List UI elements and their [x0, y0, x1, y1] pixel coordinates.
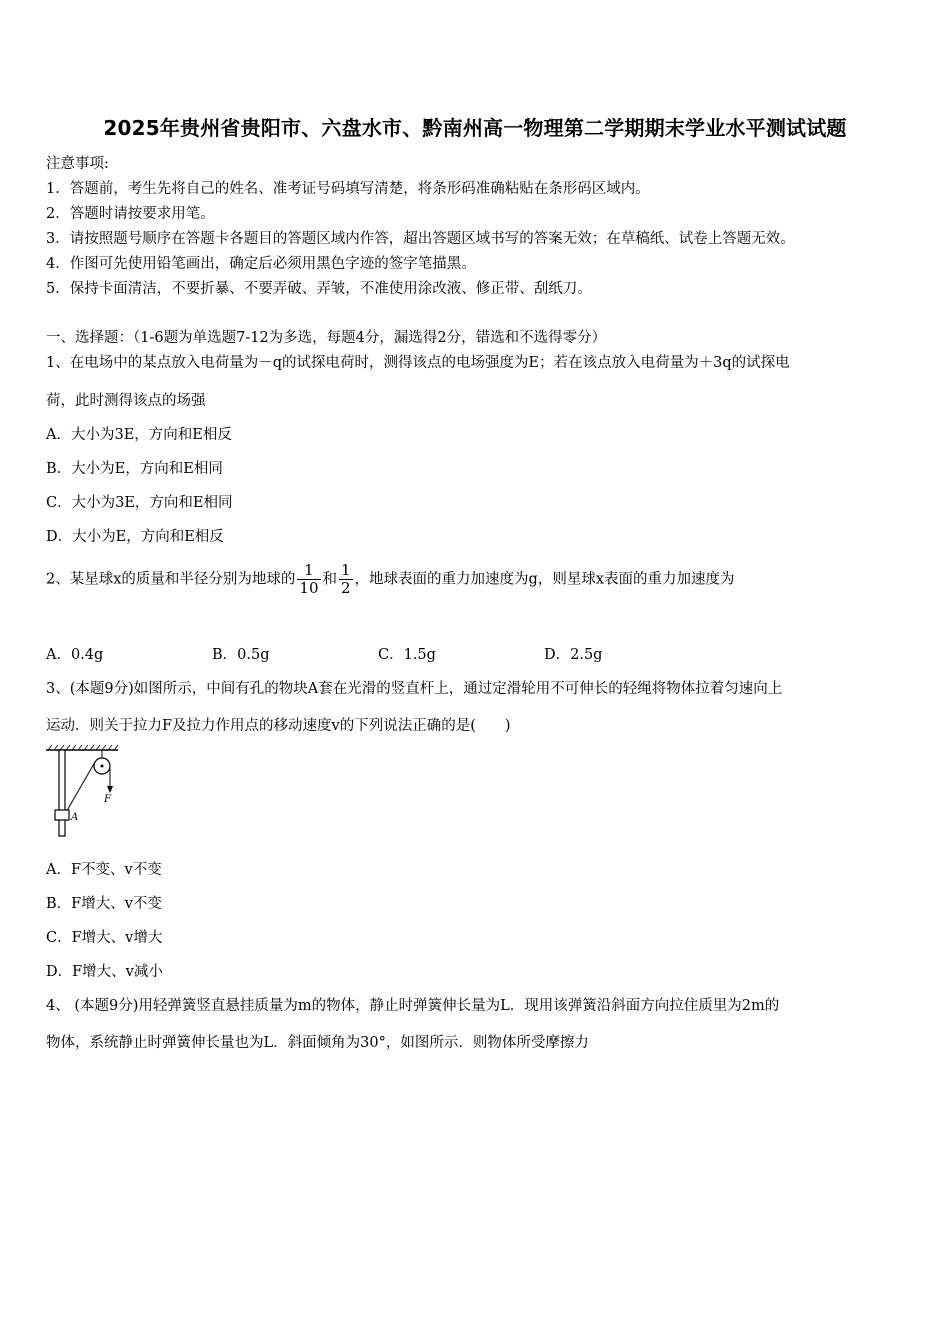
q1-stem-line1: 1、在电场中的某点放入电荷量为－q的试探电荷时，测得该点的电场强度为E；若在该点放入电荷量为＋3q的试探电	[46, 355, 790, 371]
pulley-figure	[44, 744, 124, 842]
vertical-rod	[59, 750, 65, 836]
q1-option-a: A．大小为3E，方向和E相反	[46, 427, 232, 443]
label-a: A	[71, 812, 79, 823]
q3-option-a: A．F不变、v不变	[46, 862, 162, 878]
pulley-axle	[101, 765, 104, 768]
q2-option-a: A．0.4g	[46, 647, 104, 663]
q2-prefix: 2、某星球x的质量和半径分别为地球的	[46, 571, 296, 588]
q1-option-c: C．大小为3E，方向和E相同	[46, 495, 233, 511]
fraction-denominator: 2	[341, 579, 351, 597]
q1-option-d: D．大小为E，方向和E相反	[46, 529, 224, 545]
q3-option-d: D．F增大、v减小	[46, 964, 163, 980]
q2-and: 和	[322, 571, 337, 588]
q3-stem-line1: 3、(本题9分)如图所示，中间有孔的物块A套在光滑的竖直杆上，通过定滑轮用不可伸长的轻绳将物体拉着匀速向上	[46, 681, 783, 697]
notice-item: 3．请按照题号顺序在答题卡各题目的答题区域内作答，超出答题区域书写的答案无效；在草稿纸、试卷上答题无效。	[46, 231, 795, 247]
force-arrow	[107, 786, 113, 793]
q4-stem-line2: 物体，系统静止时弹簧伸长量也为L．斜面倾角为30°，如图所示．则物体所受摩擦力	[46, 1035, 589, 1051]
section-heading: 一、选择题：（1-6题为单选题7-12为多选，每题4分，漏选得2分，错选和不选得零分）	[46, 330, 607, 346]
notice-item: 1．答题前，考生先将自己的姓名、准考证号码填写清楚，将条形码准确粘贴在条形码区域内。	[46, 181, 650, 197]
q2-options	[46, 643, 710, 664]
q2-option-b: B．0.5g	[212, 647, 270, 663]
q2-option-c: C．1.5g	[378, 647, 436, 663]
q3-stem-line2: 运动．则关于拉力F及拉力作用点的移动速度v的下列说法正确的是( )	[46, 718, 511, 734]
notice-item: 5．保持卡面清洁，不要折暴、不要弄破、弄皱，不准使用涂改液、修正带、刮纸刀。	[46, 281, 592, 297]
notice-heading: 注意事项:	[46, 156, 109, 172]
q1-option-b: B．大小为E，方向和E相同	[46, 461, 223, 477]
notice-item: 4．作图可先使用铅笔画出，确定后必须用黑色字迹的签字笔描黑。	[46, 256, 476, 272]
q3-option-c: C．F增大、v增大	[46, 930, 163, 946]
fraction-denominator: 10	[299, 579, 319, 597]
fraction-numerator: 1	[297, 562, 320, 580]
q2-stem	[46, 562, 735, 597]
block-a	[55, 810, 69, 820]
notice-item: 2．答题时请按要求用笔。	[46, 206, 215, 222]
label-f: F	[104, 794, 111, 805]
q3-option-b: B．F增大、v不变	[46, 896, 162, 912]
q4-stem-line1: 4、 (本题9分)用轻弹簧竖直悬挂质量为m的物体，静止时弹簧伸长量为L．现用该弹簧沿斜面方向拉住质里为2m的	[46, 998, 780, 1014]
rope-slanted	[65, 762, 95, 814]
fraction-numerator: 1	[341, 561, 351, 579]
q1-stem-line2: 荷，此时测得该点的场强	[46, 393, 206, 409]
fraction-one-tenth	[297, 562, 320, 597]
page-title: 2025年贵州省贵阳市、六盘水市、黔南州高一物理第二学期期末学业水平测试试题	[103, 116, 847, 140]
fraction-one-half	[339, 562, 353, 597]
q2-option-d: D．2.5g	[544, 647, 603, 663]
q2-suffix: ，地球表面的重力加速度为g，则星球x表面的重力加速度为	[354, 571, 735, 588]
ceiling-hatch	[46, 745, 118, 750]
